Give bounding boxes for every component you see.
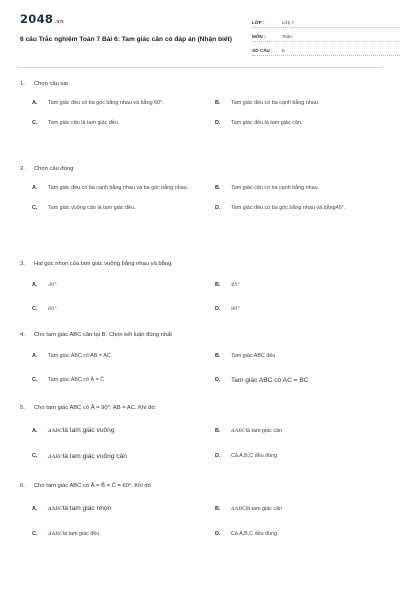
option-d[interactable]: D. 90° <box>215 306 382 314</box>
option-text: 60° <box>48 305 57 312</box>
question-5 <box>20 404 382 461</box>
question-2 <box>20 165 382 212</box>
meta-value: Lớp 7 <box>282 20 294 25</box>
question-number: 5. <box>20 405 25 411</box>
option-text: ΔABClà tam giác cân <box>231 427 283 434</box>
option-text: Tam giác đều có ba góc bằng nhau và bằng 60°. <box>48 100 164 106</box>
document-header <box>18 0 382 68</box>
meta-label: SỐ CÂU : <box>252 48 273 53</box>
option-a[interactable]: A. Tam giác ABC có AB = AC <box>32 353 199 361</box>
question-stem <box>20 80 382 88</box>
option-a[interactable]: A. Tam giác đều có ba cạnh bằng nhau và ba góc bằng nhau. <box>32 185 199 193</box>
meta-subject-row <box>252 30 400 42</box>
option-c[interactable]: C. Tam giác vuông cân là tam giác đều. <box>32 205 199 213</box>
question-6 <box>20 482 382 538</box>
triangle-symbol: ΔABC <box>231 427 246 434</box>
option-text: Tam giác đều có ba cạnh bằng nhau. <box>231 100 320 106</box>
option-c[interactable]: C. ΔABClà tam giác vuông cân <box>32 453 199 462</box>
option-text: Tam giác ABC có AB = AC <box>48 353 111 359</box>
meta-value: 6 <box>282 48 285 53</box>
question-number: 1. <box>20 81 25 87</box>
question-text: Chọn câu đúng <box>34 166 74 172</box>
option-text: Tam giác ABC đều <box>231 353 276 359</box>
option-b[interactable]: B. Tam giác đều có ba cạnh bằng nhau. <box>215 100 382 108</box>
triangle-symbol: ΔABC <box>231 505 246 512</box>
option-text: ΔABClà tam giác vuông <box>48 427 115 434</box>
question-1 <box>20 80 382 127</box>
option-text: Tam giác vuông cân là tam giác đều. <box>48 204 136 211</box>
option-a[interactable]: A. Tam giác đều có ba góc bằng nhau và bằng 60°. <box>32 100 199 108</box>
option-c[interactable]: C. Tam giác cân là tam giác đều. <box>32 120 199 128</box>
question-stem <box>20 165 382 173</box>
option-text: Tam giác đều có ba góc bằng nhau và bằng45°. <box>231 204 346 211</box>
question-number: 4. <box>20 332 25 338</box>
option-text: Tam giác đều là tam giác cân. <box>231 119 303 126</box>
option-text: Tam giác ABC có AC = BC <box>231 376 309 384</box>
option-text: ΔABClà tam giác vuông cân <box>48 452 127 460</box>
option-text: 45° <box>231 282 240 288</box>
option-text: ΔABClà tam giác nhọn <box>48 505 112 512</box>
meta-class-row <box>252 16 400 28</box>
triangle-symbol: ΔABC <box>48 453 63 460</box>
option-b[interactable]: B. ΔABClà tam giác cân <box>215 505 382 514</box>
site-logo[interactable]: 2048.vn <box>20 12 64 26</box>
option-text: Tam giác đều có ba cạnh bằng nhau và ba góc bằng nhau. <box>48 185 189 191</box>
option-b[interactable]: B. 45° <box>215 282 382 290</box>
option-a[interactable]: A. 30° <box>32 282 199 290</box>
option-d[interactable]: D. Tam giác đều có ba góc bằng nhau và bằng45°. <box>215 205 382 213</box>
option-a[interactable]: A. ΔABClà tam giác nhọn <box>32 505 199 514</box>
document-meta <box>252 16 400 58</box>
option-text: Tam giác cân là tam giác đều. <box>48 119 120 126</box>
option-b[interactable]: B. Tam giác cân có ba cạnh bằng nhau. <box>215 185 382 193</box>
question-number: 3. <box>20 261 25 267</box>
answer-options <box>32 505 382 538</box>
option-a[interactable]: A. ΔABClà tam giác vuông <box>32 427 199 436</box>
question-4 <box>20 331 382 384</box>
option-c[interactable]: C. ΔABClà tam giác đều <box>32 531 199 539</box>
option-d[interactable]: D. Tam giác ABC có AC = BC <box>215 377 382 385</box>
question-number: 6. <box>20 483 25 489</box>
question-stem <box>20 260 382 268</box>
meta-value: Toán <box>282 34 292 39</box>
question-number: 2. <box>20 166 25 172</box>
meta-label: LỚP : <box>252 20 265 25</box>
question-text: Cho tam giác ABC có Â = B̂ = Ĉ = 60°. Khi đó <box>34 483 151 489</box>
option-b[interactable]: B. Tam giác ABC đều <box>215 353 382 361</box>
option-b[interactable]: B. ΔABClà tam giác cân <box>215 427 382 436</box>
option-c[interactable]: C. 60° <box>32 306 199 314</box>
option-text: Tam giác cân có ba cạnh bằng nhau. <box>231 185 320 191</box>
option-text: Tam giác ABC có Â = Ĉ <box>48 376 105 383</box>
answer-options <box>32 185 382 212</box>
option-text: ΔABClà tam giác cân <box>231 505 283 512</box>
option-text: Cả A,B,C đều đúng <box>231 453 278 459</box>
question-stem <box>20 404 382 412</box>
option-d[interactable]: D. Cả A,B,C đều đúng <box>215 453 382 462</box>
meta-label: MÔN : <box>252 34 266 39</box>
question-text: Chọn câu sai <box>34 81 68 87</box>
triangle-symbol: ΔABC <box>48 428 63 434</box>
question-text: Cho tam giác ABC có Â = 90°; AB = AC. Khi đó: <box>34 405 157 411</box>
option-c[interactable]: C. Tam giác ABC có Â = Ĉ <box>32 377 199 385</box>
meta-count-row <box>252 44 400 56</box>
option-text: 90° <box>231 305 240 312</box>
answer-options <box>32 353 382 384</box>
triangle-symbol: ΔABC <box>48 530 63 537</box>
question-text: Hai góc nhọn của tam giác vuông bằng nhau và bằng <box>34 261 172 267</box>
question-stem <box>20 482 382 490</box>
triangle-symbol: ΔABC <box>48 506 63 512</box>
option-text: Cả A,B,C đều đúng <box>231 530 278 537</box>
question-3 <box>20 260 382 313</box>
answer-options <box>32 427 382 461</box>
document-title: 6 câu Trắc nghiệm Toán 7 Bài 6: Tam giác cân có đáp án (Nhận biết) <box>20 36 232 43</box>
option-d[interactable]: D. Tam giác đều là tam giác cân. <box>215 120 382 128</box>
answer-options <box>32 282 382 313</box>
question-text: Cho tam giác ABC cân tại B. Chọn kết luận đúng nhất <box>34 332 172 338</box>
question-stem <box>20 331 382 339</box>
option-text: ΔABClà tam giác đều <box>48 530 100 537</box>
option-text: 30° <box>48 282 57 288</box>
option-d[interactable]: D. Cả A,B,C đều đúng <box>215 531 382 539</box>
answer-options <box>32 100 382 127</box>
